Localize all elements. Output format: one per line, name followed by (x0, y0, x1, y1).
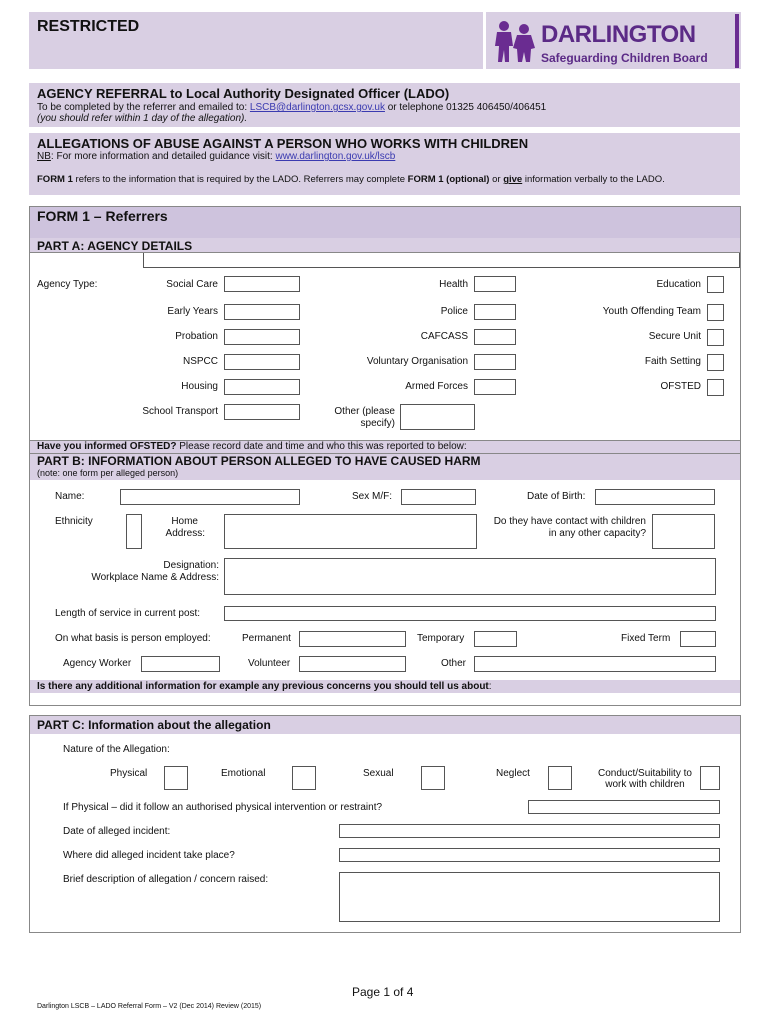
form1-or: or (489, 174, 504, 185)
guidance-link[interactable]: www.darlington.gov.uk/lscb (275, 151, 396, 162)
email-link[interactable]: LSCB@darlington.gcsx.gov.uk (249, 102, 385, 113)
agency-social-care-label: Social Care (166, 279, 218, 290)
agency-cafcass-box[interactable] (474, 329, 516, 345)
permanent-label: Permanent (242, 633, 291, 644)
form1-title: FORM 1 – Referrers (37, 208, 168, 224)
nb-text: : For more information and detailed guidance visit: (50, 151, 276, 162)
length-of-service-label: Length of service in current post: (55, 608, 201, 619)
agency-police-box[interactable] (474, 304, 516, 320)
dob-label: Date of Birth: (527, 491, 586, 502)
dob-field[interactable] (595, 489, 715, 505)
form1-note (37, 174, 665, 185)
additional-info-text: Is there any additional information for example any previous concerns you should tell us about (37, 681, 489, 692)
ethnicity-label: Ethnicity (55, 516, 93, 527)
ofsted-question (37, 441, 467, 453)
emotional-box[interactable] (292, 766, 316, 790)
incident-location-label: Where did alleged incident take place? (63, 850, 235, 861)
restricted-label: RESTRICTED (37, 18, 140, 35)
length-of-service-field[interactable] (224, 606, 716, 621)
logo-name: DARLINGTON (541, 21, 696, 48)
agency-ofsted-box[interactable] (707, 379, 724, 396)
agency-early-years-box[interactable] (224, 304, 300, 320)
children-figures-icon (492, 20, 540, 64)
agency-police-label: Police (440, 306, 468, 317)
agency-faith-setting-label: Faith Setting (644, 356, 701, 367)
intro-phone: or telephone 01325 406450/406451 (384, 102, 547, 113)
form-version: Darlington LSCB – LADO Referral Form – V2 (Dec 2014) Review (2015) (37, 1003, 262, 1010)
agency-faith-setting-box[interactable] (707, 354, 724, 371)
agency-housing-box[interactable] (224, 379, 300, 395)
other-employment-field[interactable] (474, 656, 716, 672)
conduct-label-1: Conduct/Suitability to (598, 768, 692, 779)
permanent-box[interactable] (299, 631, 406, 647)
agency-worker-label: Agency Worker (63, 658, 132, 669)
agency-education-label: Education (656, 279, 701, 290)
agency-early-years-label: Early Years (167, 306, 218, 317)
home-address-field[interactable] (224, 514, 477, 549)
brief-description-field[interactable] (339, 872, 720, 922)
additional-info-label: Is there any additional information for example any previous concerns you should tell us about: (37, 681, 492, 692)
logo-divider (735, 14, 739, 68)
contact-children-label-2: in any other capacity? (548, 528, 646, 539)
neglect-label: Neglect (496, 768, 530, 779)
agency-probation-label: Probation (175, 331, 218, 342)
form1-ref: FORM 1 (37, 174, 73, 185)
form1-end: information verbally to the LADO. (522, 174, 665, 185)
agency-other-box[interactable] (400, 404, 475, 430)
fixed-term-label: Fixed Term (621, 633, 671, 644)
agency-armed-forces-box[interactable] (474, 379, 516, 395)
ofsted-question-rest: Please record date and time and who this was reported to below: (176, 441, 467, 452)
name-field[interactable] (120, 489, 300, 505)
agency-ofsted-label: OFSTED (660, 381, 701, 392)
allegations-nb (37, 151, 395, 162)
home-address-label-2: Address: (165, 528, 205, 539)
designation-label-1: Designation: (163, 560, 219, 571)
part-a-top-field[interactable] (143, 253, 740, 268)
emotional-label: Emotional (221, 768, 266, 779)
agency-housing-label: Housing (181, 381, 218, 392)
form1-optional: FORM 1 (optional) (407, 174, 490, 185)
sexual-label: Sexual (363, 768, 394, 779)
name-label: Name: (55, 491, 85, 502)
agency-probation-box[interactable] (224, 329, 300, 345)
conduct-label-2: work with children (605, 779, 685, 790)
nature-label: Nature of the Allegation: (63, 744, 170, 755)
agency-armed-forces-label: Armed Forces (405, 381, 468, 392)
intro-line2: (you should refer within 1 day of the allegation). (37, 113, 248, 124)
brief-description-label: Brief description of allegation / concern raised: (63, 874, 269, 885)
sex-label: Sex M/F: (352, 491, 393, 502)
employment-basis-label: On what basis is person employed: (55, 633, 211, 644)
temporary-box[interactable] (474, 631, 517, 647)
if-physical-label: If Physical – did it follow an authorised physical intervention or restraint? (63, 802, 383, 813)
page-number: Page 1 of 4 (352, 985, 414, 999)
agency-other-label-2: specify) (360, 418, 395, 429)
agency-health-label: Health (439, 279, 468, 290)
agency-education-box[interactable] (707, 276, 724, 293)
designation-label-2: Workplace Name & Address: (91, 572, 219, 583)
sex-field[interactable] (401, 489, 476, 505)
logo-subtitle: Safeguarding Children Board (541, 51, 708, 65)
temporary-label: Temporary (417, 633, 465, 644)
agency-school-transport-label: School Transport (142, 406, 218, 417)
form1-give: give (503, 174, 523, 185)
part-a-title: PART A: AGENCY DETAILS (37, 239, 193, 253)
ofsted-question-bold: Have you informed OFSTED? (37, 441, 177, 452)
agency-school-transport-box[interactable] (224, 404, 300, 420)
home-address-label-1: Home (171, 516, 198, 527)
agency-voluntary-box[interactable] (474, 354, 516, 370)
sexual-box[interactable] (421, 766, 445, 790)
contact-children-field[interactable] (652, 514, 715, 549)
physical-box[interactable] (164, 766, 188, 790)
part-b-title: PART B: INFORMATION ABOUT PERSON ALLEGED TO HAVE CAUSED HARM (37, 454, 481, 468)
agency-yot-label: Youth Offending Team (602, 306, 701, 317)
ethnicity-field[interactable] (126, 514, 142, 549)
part-c-title: PART C: Information about the allegation (37, 718, 271, 732)
agency-other-label-1: Other (please (334, 406, 395, 417)
form1-text: refers to the information that is required by the LADO. Referrers may complete (72, 174, 408, 185)
incident-date-label: Date of alleged incident: (63, 826, 171, 837)
agency-secure-unit-box[interactable] (707, 329, 724, 346)
nb-label: NB (37, 151, 51, 162)
agency-worker-box[interactable] (141, 656, 220, 672)
volunteer-box[interactable] (299, 656, 406, 672)
other-employment-label: Other (441, 658, 467, 669)
agency-type-label: Agency Type: (37, 279, 98, 290)
intro-line1-text: To be completed by the referrer and emailed to: (37, 102, 250, 113)
contact-children-label-1: Do they have contact with children (493, 516, 646, 527)
allegations-title: ALLEGATIONS OF ABUSE AGAINST A PERSON WHO WORKS WITH CHILDREN (37, 136, 529, 151)
agency-nspcc-label: NSPCC (182, 356, 218, 367)
if-physical-field[interactable] (528, 800, 720, 814)
intro-title: AGENCY REFERRAL to Local Authority Designated Officer (LADO) (37, 86, 450, 101)
fixed-term-box[interactable] (680, 631, 716, 647)
agency-social-care-box[interactable] (224, 276, 300, 292)
agency-yot-box[interactable] (707, 304, 724, 321)
conduct-box[interactable] (700, 766, 720, 790)
agency-nspcc-box[interactable] (224, 354, 300, 370)
agency-cafcass-label: CAFCASS (420, 331, 468, 342)
part-b-note: (note: one form per alleged person) (37, 468, 179, 478)
physical-label: Physical (110, 768, 148, 779)
intro-line1 (37, 102, 546, 113)
incident-location-field[interactable] (339, 848, 720, 862)
agency-health-box[interactable] (474, 276, 516, 292)
designation-field[interactable] (224, 558, 716, 595)
incident-date-field[interactable] (339, 824, 720, 838)
agency-voluntary-label: Voluntary Organisation (366, 356, 468, 367)
volunteer-label: Volunteer (248, 658, 291, 669)
neglect-box[interactable] (548, 766, 572, 790)
agency-secure-unit-label: Secure Unit (648, 331, 701, 342)
